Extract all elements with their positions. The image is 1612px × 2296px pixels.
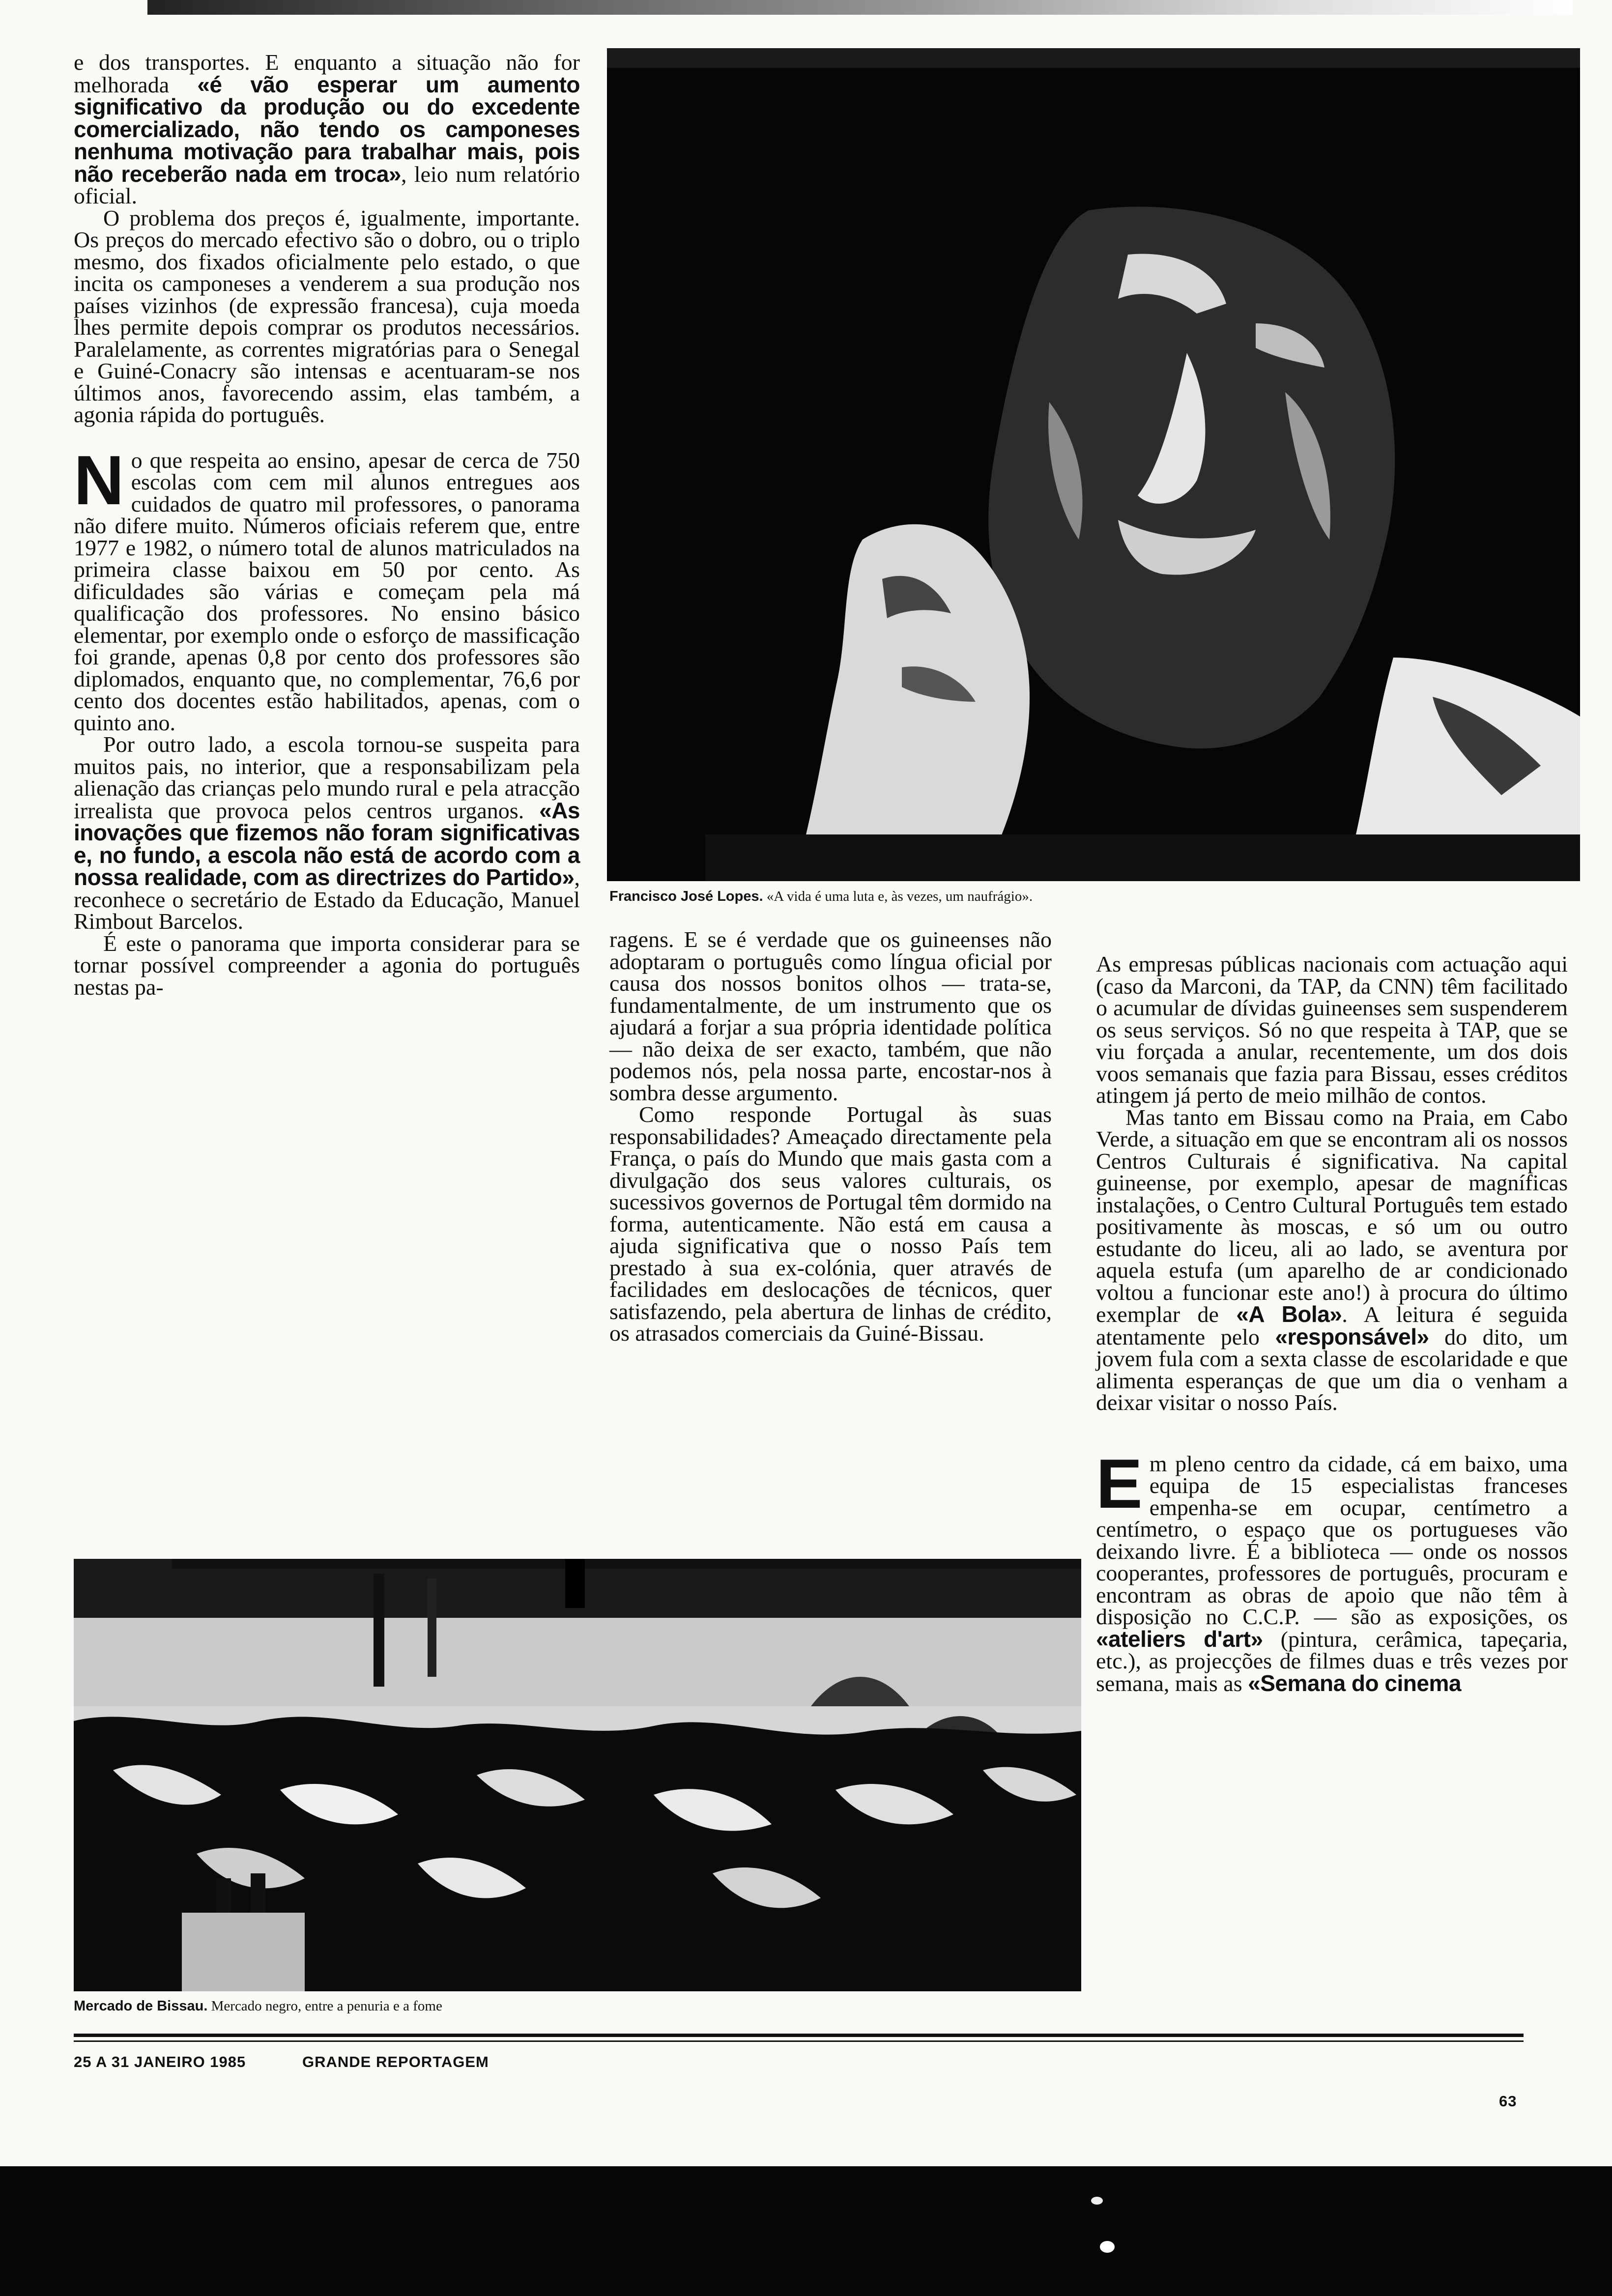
quote-bold: «responsável»	[1275, 1323, 1429, 1349]
quote-bold: «é vão esperar um aumento significativo da produção ou do excedente comercializado, não tendo os camponeses nenhuma motivação para trabalhar mais, pois não receberão nada em troca»	[74, 71, 580, 187]
text-run: . A leitura é seguida atentamente pelo	[1096, 1302, 1568, 1349]
col1-paragraph-2: O problema dos preços é, igualmente, importante. Os preços do mercado efectivo são o dobro, ou o triplo mesmo, dos fixados oficialmente pelo estado, o que incita os camponeses a venderem a sua produção nos países vizinhos (de expressão francesa), cuja moeda lhes permite depois comprar os produtos necessários. Paralelamente, as correntes migratórias para o Senegal e Guiné-Conacry são intensas e acentuaram-se nos últimos anos, favorecendo assim, elas também, a agonia rápida do português.	[74, 205, 580, 427]
text-run: o que respeita ao ensino, apesar de cerca de 750 escolas com cem mil alunos entregues aos cuidados de quatro mil professores, o panorama não difere muito. Números oficiais referem que, entre 1977 e 1982, o número total de alunos matriculados na primeira classe baixou em 50 por cento. As dificuldades são várias e começam pela má qualificação dos professores. No ensino básico elementar, por exemplo onde o esforço de massificação foi grande, apenas 0,8 por cento dos professores são diplomados, enquanto que, no complementar, 76,6 por cento dos docentes estão habilitados, apenas, com o quinto ano.	[74, 447, 580, 735]
page-number: 63	[1499, 2093, 1517, 2110]
article-column-3	[1096, 953, 1568, 1694]
caption-name: Francisco José Lopes.	[609, 889, 763, 904]
drop-cap: E	[1096, 1444, 1143, 1523]
market-photo	[74, 1559, 1081, 1991]
portrait-caption	[609, 889, 1033, 904]
text-run: Mas tanto em Bissau como na Praia, em Cabo Verde, a situação em que se encontram ali os nossos Centros Culturais é significativa. Na capital guineense, por exemplo, apesar de magníficas instalações, o Centro Cultural Português tem estado positivamente às moscas, e só um ou outro estudante do liceu, ali ao lado, se aventura por aquela estufa (um aparelho de ar condicionado voltou a funcionar este ano!) à procura do último exemplar de	[1096, 1104, 1568, 1327]
top-scan-border	[147, 0, 1573, 15]
quote-bold: «ateliers d'art»	[1096, 1626, 1263, 1652]
col1-paragraph-5: É este o panorama que importa considerar para se tornar possível compreender a agonia do português nestas pa-	[74, 930, 580, 1000]
portrait-image	[607, 48, 1580, 881]
market-caption	[74, 1998, 442, 2014]
caption-text: «A vida é uma luta e, às vezes, um naufrágio».	[763, 889, 1033, 904]
scan-speck	[1100, 2241, 1115, 2253]
caption-name: Mercado de Bissau.	[74, 1998, 208, 2014]
col1-paragraph-1	[74, 52, 580, 207]
text-run: do dito, um jovem fula com a sexta classe de escolaridade e que alimenta esperanças de que um dia o venham a deixar visitar o nosso País.	[1096, 1324, 1568, 1415]
text-run: , leio num relatório oficial.	[74, 161, 580, 208]
article-column-2	[609, 929, 1052, 1345]
col1-paragraph-4	[74, 734, 580, 933]
footer-rule-thin	[74, 2040, 1524, 2042]
col3-paragraph-1: As empresas públicas nacionais com actuação aqui (caso da Marconi, da TAP, da CNN) têm facilitado o acumular de dívidas guineenses sem suspenderem os seus serviços. Só no que respeita à TAP, que se viu forçada a anular, recentemente, um dos dois voos semanais que fazia para Bissau, esses créditos atingem já perto de meio milhão de contos.	[1096, 951, 1568, 1108]
scan-speck	[1091, 2197, 1103, 2205]
footer-rule	[74, 2034, 1524, 2037]
text-run: m pleno centro da cidade, cá em baixo, uma equipa de 15 especialistas franceses empenha-se em ocupar, centímetro a centímetro, o espaço que os portugueses vão deixando livre. É a biblioteca — onde os nossos cooperantes, professores de português, procuram e encontram as obras de apoio que não têm à disposição no C.C.P. — são as exposições, os	[1096, 1451, 1568, 1629]
market-image	[74, 1559, 1081, 1991]
drop-cap: N	[74, 441, 124, 519]
text-run: , reconhece o secretário de Estado da Educação, Manuel Rimbout Barcelos.	[74, 865, 580, 934]
col3-paragraph-2	[1096, 1104, 1568, 1415]
scan-border-bottom	[0, 2166, 1612, 2296]
footer-section: GRANDE REPORTAGEM	[302, 2053, 489, 2070]
quote-bold: «Semana do cinema	[1248, 1670, 1461, 1696]
col2-paragraph-2: Como responde Portugal às suas responsabilidades? Ameaçado directamente pela França, o país do Mundo que mais gasta com a divulgação dos seus valores culturais, os sucessivos governos de Portugal têm dormido na forma, autenticamente. Não está em causa a ajuda significativa que o nosso País tem prestado à sua ex-colónia, quer através de facilidades em deslocações de técnicos, quer satisfazendo, pela abertura de linhas de crédito, os atrasados comerciais da Guiné-Bissau.	[609, 1102, 1052, 1346]
text-run: e dos transportes. E enquanto a situação não for melhorada	[74, 50, 580, 97]
quote-bold: «A Bola»	[1236, 1301, 1342, 1327]
text-run: Por outro lado, a escola tornou-se suspeita para muitos pais, no interior, que a responsabilizam pela alienação das crianças pelo mundo rural e pela atracção irrealista que provoca pelos centros urganos.	[74, 732, 580, 823]
text-run: (pintura, cerâmica, tapeçaria, etc.), as projecções de filmes duas e três vezes por semana, mais as	[1096, 1626, 1568, 1696]
col1-paragraph-3	[74, 441, 580, 735]
quote-bold: «As inovações que fizemos não foram significativas e, no fundo, a escola não está de acordo com a nossa realidade, com as directrizes do Partido»	[74, 797, 580, 890]
col2-paragraph-1: ragens. E se é verdade que os guineenses não adoptaram o português como língua oficial por causa dos nossos bonitos olhos — trata-se, fundamentalmente, de um instrumento que os ajudará a forjar a sua própria identidade política — não deixa de ser exacto, também, que não podemos nós, pela nossa parte, encostar-nos à sombra desse argumento.	[609, 927, 1052, 1105]
caption-text: Mercado negro, entre a penuria e a fome	[207, 1998, 442, 2014]
footer-date: 25 A 31 JANEIRO 1985	[74, 2053, 246, 2070]
portrait-photo	[607, 48, 1580, 881]
article-column-1	[74, 52, 580, 998]
col3-paragraph-3	[1096, 1444, 1568, 1696]
